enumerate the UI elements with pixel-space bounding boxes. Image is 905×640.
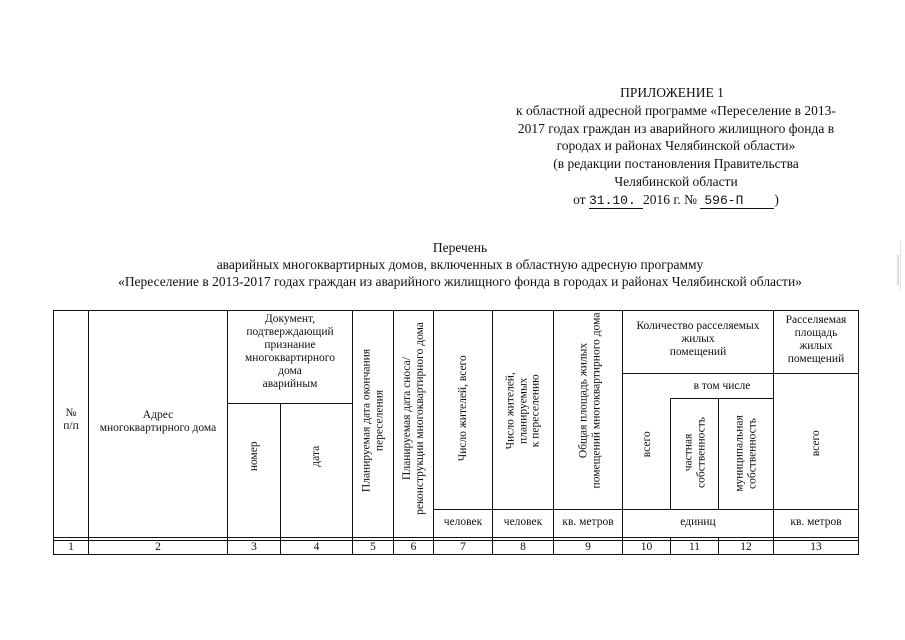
header-num: № п/п [63, 407, 79, 432]
header-private: частная собственность [682, 416, 707, 489]
header-including: в том числе [693, 380, 751, 392]
header-planned-resettle: Планируемая дата окончания переселения [360, 348, 385, 493]
header-area-total: Общая площадь жилых помещений многоквартирного дома [577, 312, 602, 489]
resolution-number: 596-П [700, 194, 774, 209]
header-doc-date: дата [309, 445, 322, 467]
scan-speck [897, 255, 899, 285]
header-document: Документ, подтверждающий признание многоквартирного дома аварийным [245, 313, 335, 390]
title-line-1: Перечень [432, 240, 488, 255]
unit-area-resettled: кв. метров [790, 516, 842, 528]
col-number-5: 5 [370, 541, 376, 553]
header-residents-planned: Число жителей, планируемых к переселению [504, 372, 542, 450]
col-number-9: 9 [585, 541, 591, 553]
col-number-11: 11 [688, 541, 701, 553]
col-number-1: 1 [68, 541, 74, 553]
header-planned-demolish: Планируемая дата сноса/ реконструкции многоквартирного дома [401, 322, 426, 515]
appendix-line-5: Челябинской области [614, 173, 738, 189]
unit-area-total: кв. метров [562, 516, 614, 528]
unit-residents-total: человек [443, 516, 483, 528]
header-area-group: Расселяемая площадь жилых помещений [785, 314, 847, 365]
col-number-3: 3 [251, 541, 257, 553]
appendix-line-3: городах и районах Челябинской области» [556, 138, 796, 154]
col-number-4: 4 [313, 541, 320, 553]
title-line-3: «Переселение в 2013-2017 годах граждан из аварийного жилищного фонда в городах и районах Челябинской области» [118, 274, 802, 289]
col-number-7: 7 [460, 541, 466, 553]
appendix-line-1: к областной адресной программе «Переселение в 2013- [516, 102, 836, 118]
unit-rooms: единиц [680, 516, 716, 528]
appendix-line-2: 2017 годах граждан из аварийного жилищного фонда в [517, 120, 835, 136]
col-number-6: 6 [410, 541, 417, 553]
closing-paren: ) [774, 191, 779, 207]
appendix-line-4: (в редакции постановления Правительства [553, 156, 799, 172]
col-number-8: 8 [520, 541, 526, 553]
header-residents-total: Число жителей, всего [456, 355, 469, 462]
col-number-13: 13 [810, 541, 822, 553]
header-area-resettled-total: всего [809, 430, 822, 457]
header-rooms-total: всего [640, 431, 653, 458]
header-municipal: муниципальная собственность [733, 415, 758, 492]
col-number-12: 12 [740, 541, 752, 553]
scan-speck [900, 240, 901, 290]
col-number-10: 10 [640, 541, 653, 553]
header-doc-number: номер [247, 441, 260, 472]
title-line-2: аварийных многоквартирных домов, включенных в областную адресную программу [216, 257, 704, 272]
header-rooms-group: Количество расселяемых жилых помещений [636, 320, 760, 358]
unit-residents-planned: человек [503, 516, 543, 528]
appendix-heading: ПРИЛОЖЕНИЕ 1 [620, 85, 724, 100]
col-number-2: 2 [155, 541, 161, 553]
date-suffix: 2016 г. № [642, 191, 697, 207]
header-address: Адрес многоквартирного дома [99, 409, 217, 434]
date-value: 31.10. [589, 194, 643, 209]
date-prefix: от [573, 191, 586, 207]
